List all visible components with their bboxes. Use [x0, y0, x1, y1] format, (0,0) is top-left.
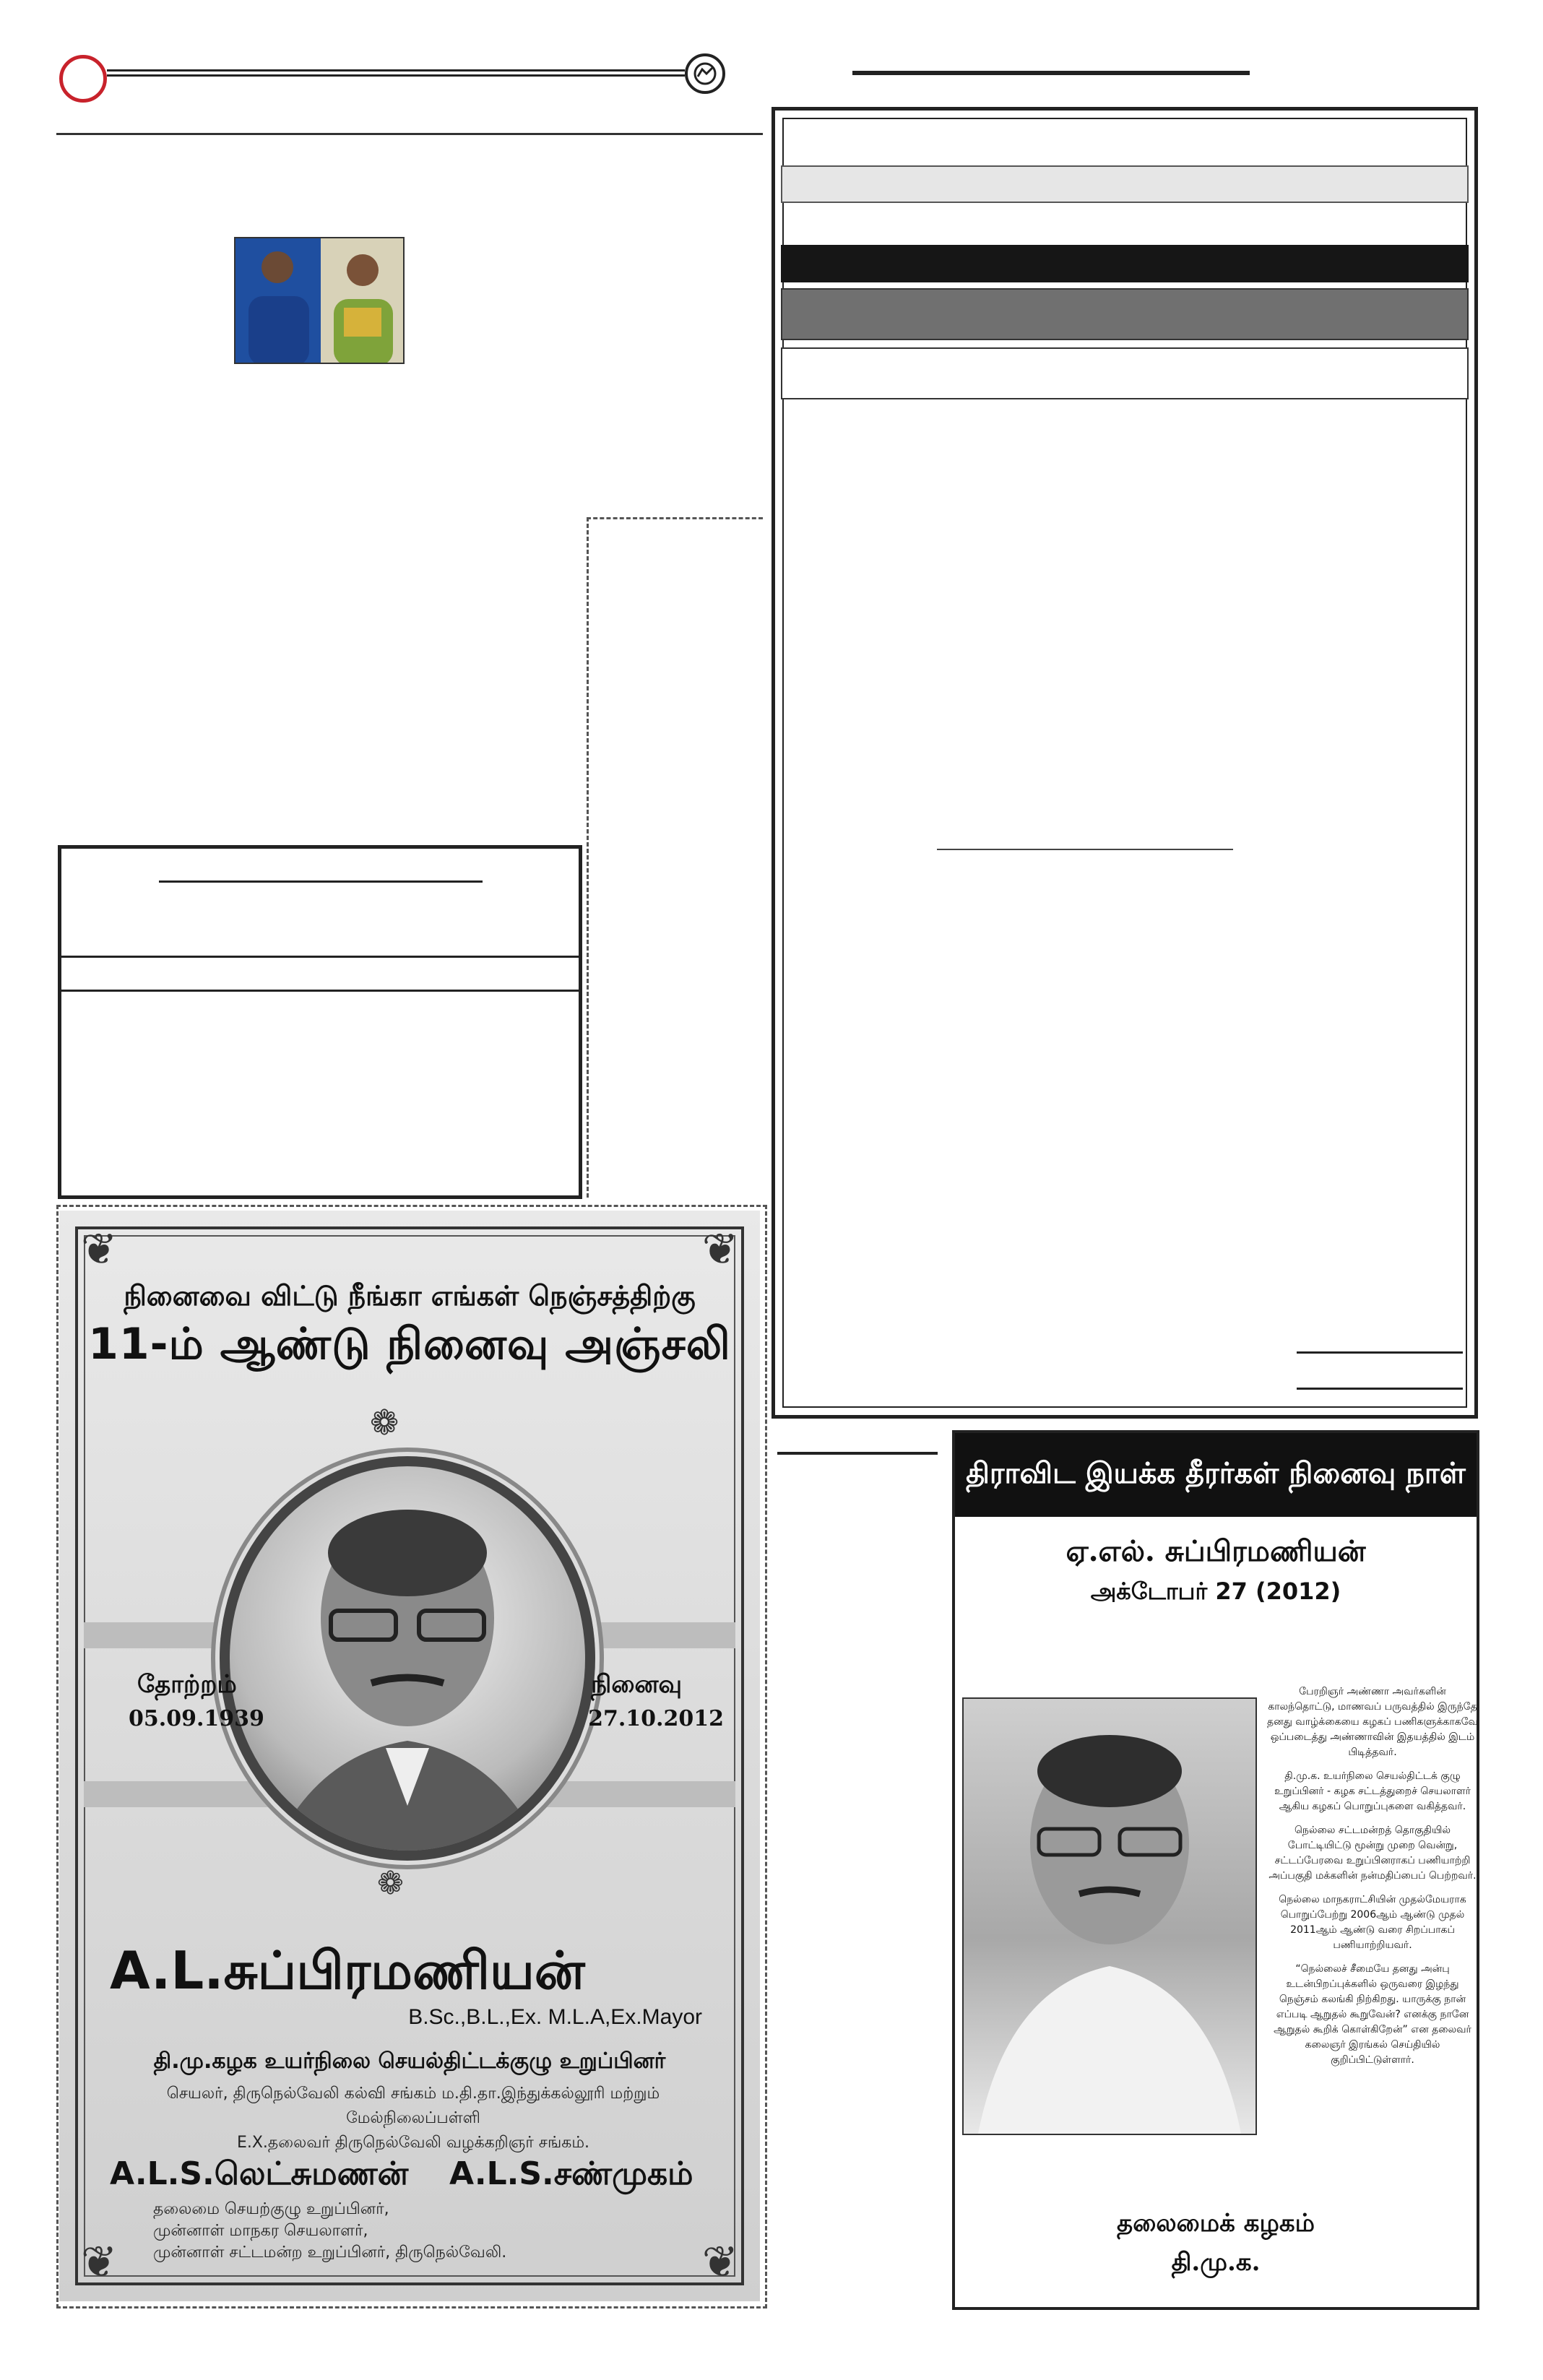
tribute-text [1267, 1684, 1478, 2077]
memorial-advertisement [59, 1211, 760, 2301]
tribute-paragraph: தி.மு.க. உயர்நிலை செயல்திட்டக் குழு உறுப்பினர் - கழக சட்டத்துறைச் செயலாளர் ஆகிய கழகப் பொறுப்புகளை வகித்தவர். [1274, 1770, 1471, 1812]
died-date: 27.10.2012 [588, 1706, 724, 1731]
left-box-rule [159, 880, 483, 883]
memorial-name: A.L.சுப்பிரமணியன் [110, 1940, 585, 2001]
corner-ornament-icon: ❦ [701, 1224, 738, 1275]
crown-ornament-icon: ❁ [370, 1403, 399, 1443]
left-info-box [58, 845, 582, 1199]
couple-photo [234, 237, 405, 364]
left-column-rule [56, 133, 763, 135]
right-box-mid-rule [937, 849, 1233, 850]
son1-name: A.L.S.லெட்சுமணன் [110, 2155, 409, 2192]
tribute-paragraph: நெல்லை சட்டமன்றத் தொகுதியில் போட்டியிட்டு மூன்று முறை வென்று, சட்டப்பேரவை உறுப்பினராகப் பணியாற்றி அப்பகுதி மக்களின் நன்மதிப்பைப் பெற்றவர். [1268, 1825, 1477, 1882]
details-line: E.X.தலைவர் திருநெல்வேலி வழக்கறிஞர் சங்கம். [236, 2134, 590, 2152]
details-line: செயலர், திருநெல்வேலி கல்வி சங்கம் ம.தி.தா.இந்துக்கல்லூரி மற்றும் மேல்நிலைப்பள்ளி [166, 2085, 660, 2127]
page-number-circle [59, 55, 107, 103]
right-box-outline-bar [781, 347, 1469, 399]
tribute-header: திராவிட இயக்க தீரர்கள் நினைவு நாள் [955, 1433, 1477, 1517]
right-box-gray-bar [781, 288, 1469, 340]
right-article-box [772, 107, 1478, 1419]
tribute-name: ஏ.எல். சுப்பிரமணியன் [1066, 1534, 1366, 1568]
bottom-ornament-icon: ❁ [377, 1865, 404, 1902]
tribute-paragraph: நெல்லை மாநகராட்சியின் முதல்மேயராக பொறுப்பேற்று 2006ஆம் ஆண்டு முதல் 2011ஆம் ஆண்டு வரை சிறப்பாகப் பணியாற்றியவர். [1279, 1894, 1466, 1951]
corner-ornament-icon: ❦ [81, 2237, 118, 2288]
dashed-divider-horizontal [587, 517, 763, 519]
born-date: 05.09.1939 [129, 1706, 264, 1731]
tribute-date: அக்டோபர் 27 (2012) [1090, 1578, 1341, 1605]
dashed-divider-vertical [587, 517, 589, 1198]
tribute-box [952, 1430, 1479, 2310]
died-label: நினைவு [591, 1670, 682, 1699]
memorial-portrait [220, 1456, 595, 1861]
header-right-rule [852, 71, 1250, 75]
memorial-title: 11-ம் ஆண்டு நினைவு அஞ்சலி [88, 1319, 731, 1369]
tribute-footer-org: தலைமைக் கழகம் [1117, 2209, 1315, 2238]
born-label: தோற்றம் [137, 1670, 237, 1699]
memorial-degrees: B.Sc.,B.L.,Ex. M.L.A,Ex.Mayor [408, 2005, 702, 2029]
emblem-icon [685, 53, 725, 94]
son2-name: A.L.S.சண்முகம் [449, 2155, 693, 2192]
corner-ornament-icon: ❦ [701, 2237, 738, 2288]
left-box-band [61, 956, 579, 992]
right-box-end-rule [1297, 1351, 1463, 1354]
tribute-paragraph: பேரறிஞர் அண்ணா அவர்களின் காலந்தொட்டு, மாணவப் பருவத்தில் இருந்தே தனது வாழ்க்கையை கழகப் பணிகளுக்காகவே ஒப்படைத்து அண்ணாவின் இதயத்தில் இடம் பிடித்தவர். [1267, 1686, 1478, 1758]
son1-titles [153, 2199, 506, 2264]
tribute-side-rule [777, 1452, 938, 1455]
right-box-light-bar [781, 165, 1469, 203]
right-box-end-rule-2 [1297, 1388, 1463, 1390]
memorial-details [117, 2082, 709, 2155]
son1-title-line: முன்னாள் சட்டமன்ற உறுப்பினர், திருநெல்வேலி. [153, 2243, 507, 2262]
son1-title-line: தலைமை செயற்குழு உறுப்பினர், [153, 2200, 389, 2218]
tribute-footer-party: தி.மு.க. [1171, 2248, 1261, 2277]
tribute-photo [962, 1697, 1257, 2135]
right-box-dark-bar [781, 245, 1469, 282]
corner-ornament-icon: ❦ [81, 1224, 118, 1275]
tribute-paragraph: “நெல்லைச் சீமையே தனது அன்பு உடன்பிறப்புக்களில் ஒருவரை இழந்து நெஞ்சம் கலங்கி நிற்கிறது. யாருக்கு நான் எப்படி ஆறுதல் கூறுவேன்? எனக்கு நானே ஆறுதல் கூறிக் கொள்கிறேன்” என தலைவர் கலைஞர் இரங்கல் செய்தியில் குறிப்பிட்டுள்ளார். [1274, 1963, 1471, 2066]
memorial-position: தி.மு.கழக உயர்நிலை செயல்திட்டக்குழு உறுப்பினர் [153, 2048, 666, 2074]
son1-title-line: முன்னாள் மாநகர செயலாளர், [153, 2222, 368, 2240]
memorial-subtitle: நினைவை விட்டு நீங்கா எங்கள் நெஞ்சத்திற்கு [124, 1280, 696, 1312]
header-rule [107, 69, 685, 77]
